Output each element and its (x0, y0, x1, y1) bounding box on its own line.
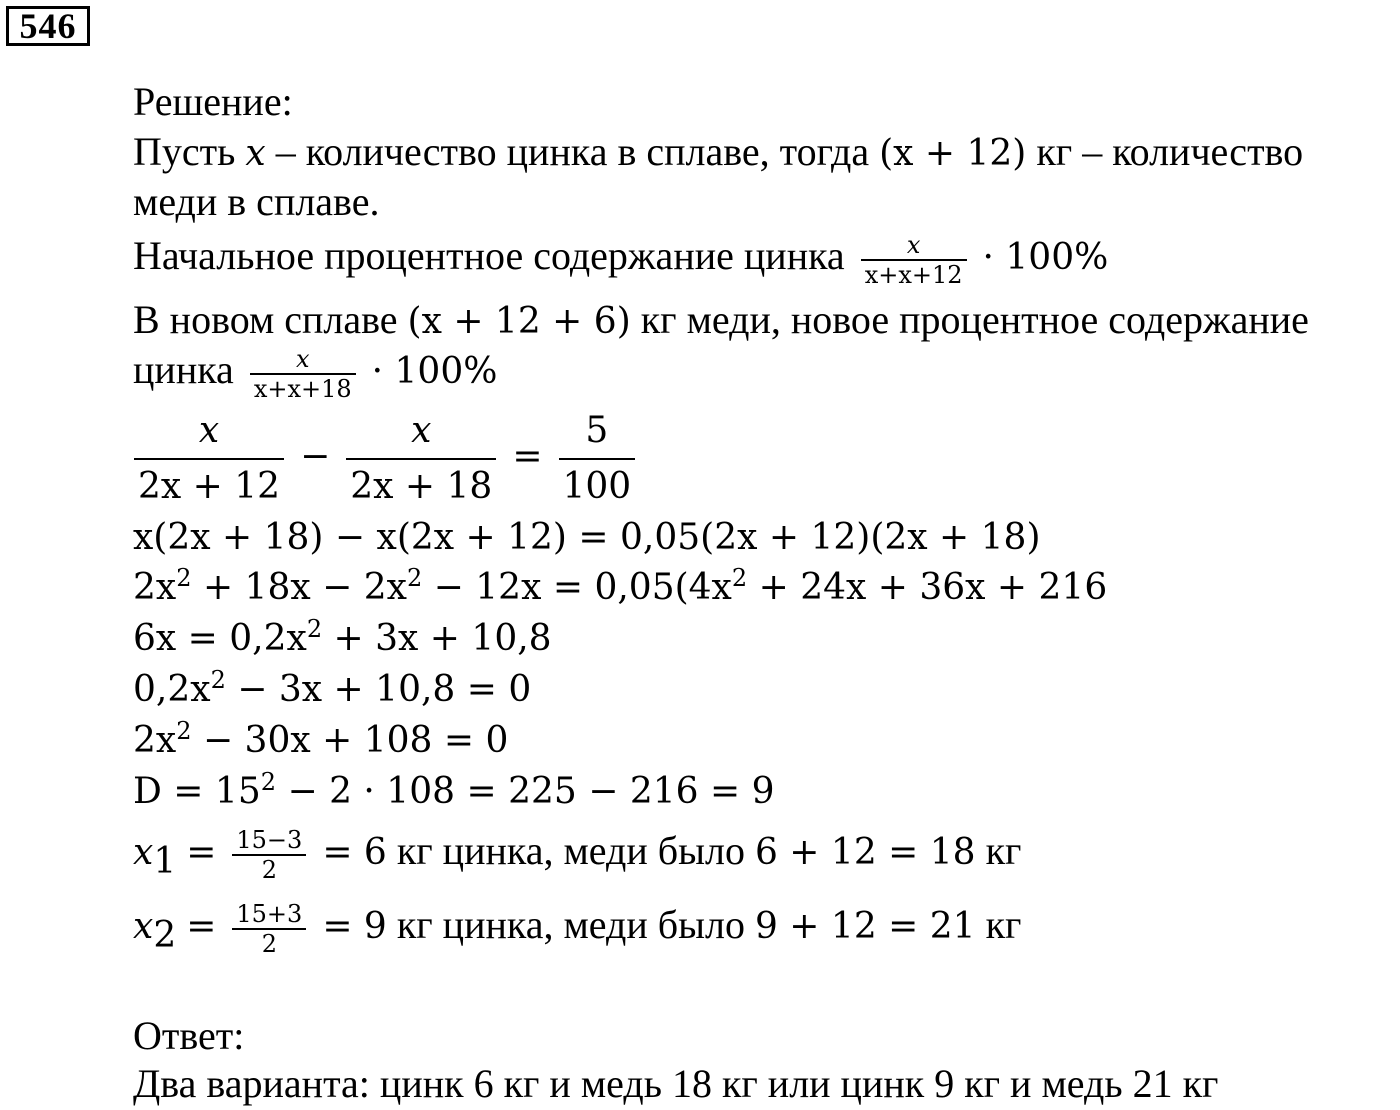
step-2-exp-3: 2 (731, 564, 748, 592)
root-1-eq: = (186, 832, 217, 873)
var-x: x (245, 133, 266, 174)
eq-minus: − (300, 436, 331, 478)
step-2-exp-2: 2 (406, 564, 423, 592)
step-5-part-b: − 30x + 108 = 0 (202, 720, 509, 761)
new-fraction (250, 345, 356, 403)
root-1-var: x (133, 832, 154, 873)
discriminant-part-a: D = 15 (133, 771, 261, 812)
new-alloy-text-1: В новом сплаве (133, 297, 398, 342)
let-line-2: меди в сплаве. (133, 179, 380, 224)
root-2-var: x (133, 906, 154, 947)
new-alloy-line (133, 298, 1309, 344)
root-2-sub: 2 (153, 915, 177, 956)
step-4 (133, 668, 531, 712)
root-1 (133, 816, 1021, 888)
new-percent-line (133, 340, 497, 403)
step-3-part-b: + 3x + 10,8 (333, 618, 552, 659)
discriminant-part-b: − 2 · 108 = 225 − 216 = 9 (287, 771, 775, 812)
let-line (133, 130, 1303, 176)
root-2-fraction (232, 900, 306, 958)
root-2-eq: = (186, 906, 217, 947)
step-5-exp: 2 (176, 717, 192, 745)
step-3-part-a: 6x = 0,2x (133, 618, 307, 659)
root-2-numerator: 15+3 (236, 899, 303, 928)
eq-fraction-2 (346, 410, 496, 508)
step-5-part-a: 2x (133, 720, 177, 761)
step-2-part-c: − 12x = 0,05(4x (433, 567, 732, 608)
eq-fraction-3 (559, 410, 636, 508)
step-3 (133, 617, 552, 661)
step-4-part-b: − 3x + 10,8 = 0 (237, 669, 532, 710)
new-alloy-text-2: кг меди, новое процентное содержание (640, 297, 1309, 342)
main-equation (128, 410, 641, 508)
problem-number: 546 (6, 6, 90, 46)
initial-percent-tail: · 100% (982, 237, 1109, 278)
eq-fraction-1 (134, 410, 284, 508)
step-2-exp-1: 2 (176, 564, 192, 592)
step-4-exp: 2 (210, 666, 226, 694)
root-2-value: = 9 (322, 906, 387, 947)
eq-fraction-1-denominator: 2x + 12 (138, 466, 281, 507)
root-1-calc: 6 + 12 = 18 (754, 832, 976, 873)
initial-percent-line (133, 226, 1108, 289)
answer-text: Два варианта: цинк 6 кг и медь 18 кг или цинк 9 кг и медь 21 кг (133, 1061, 1219, 1106)
step-3-exp: 2 (306, 615, 323, 643)
let-text-3: кг – количество (1036, 129, 1304, 174)
step-4-part-a: 0,2x (133, 669, 211, 710)
discriminant-exp: 2 (260, 768, 277, 796)
step-1: x(2x + 18) − x(2x + 12) = 0,05(2x + 12)(2x + 18) (133, 517, 1041, 558)
root-1-text: кг цинка, меди было (396, 828, 745, 873)
root-2-calc: 9 + 12 = 21 (754, 906, 976, 947)
step-5 (133, 719, 508, 763)
let-text-1: Пусть (133, 129, 236, 174)
eq-equals: = (512, 436, 543, 478)
root-1-numerator: 15−3 (236, 825, 303, 854)
root-1-sub: 1 (153, 841, 177, 882)
step-2-part-b: + 18x − 2x (202, 567, 407, 608)
new-fraction-denominator: x+x+18 (253, 374, 352, 403)
root-1-denominator: 2 (261, 855, 277, 884)
eq-fraction-2-denominator: 2x + 18 (350, 466, 493, 507)
new-alloy-expr: (x + 12 + 6) (407, 301, 631, 342)
eq-fraction-3-denominator: 100 (562, 466, 632, 507)
root-2-unit: кг (985, 902, 1022, 947)
eq-fraction-3-numerator: 5 (585, 410, 609, 451)
initial-percent-text: Начальное процентное содержание цинка (133, 233, 845, 278)
root-1-value: = 6 (322, 832, 387, 873)
initial-fraction-numerator: x (906, 230, 921, 259)
new-fraction-numerator: x (295, 344, 310, 373)
solution-heading: Решение: (133, 79, 293, 124)
step-2 (133, 566, 1107, 610)
expr-x-plus-12: (x + 12) (879, 133, 1027, 174)
root-2-text: кг цинка, меди было (396, 902, 745, 947)
initial-fraction-denominator: x+x+12 (864, 260, 963, 289)
step-2-part-d: + 24x + 36x + 216 (758, 567, 1108, 608)
step-2-part-a: 2x (133, 567, 177, 608)
initial-fraction (861, 231, 967, 289)
new-percent-tail: · 100% (371, 351, 498, 392)
zinc-word: цинка (133, 347, 234, 392)
let-text-2: – количество цинка в сплаве, тогда (275, 129, 870, 174)
answer-heading: Ответ: (133, 1013, 245, 1058)
discriminant (133, 770, 775, 814)
eq-fraction-2-numerator: x (411, 410, 432, 451)
root-1-fraction (232, 826, 306, 884)
root-2 (133, 890, 1021, 962)
root-2-denominator: 2 (261, 929, 277, 958)
root-1-unit: кг (985, 828, 1022, 873)
eq-fraction-1-numerator: x (198, 410, 220, 451)
